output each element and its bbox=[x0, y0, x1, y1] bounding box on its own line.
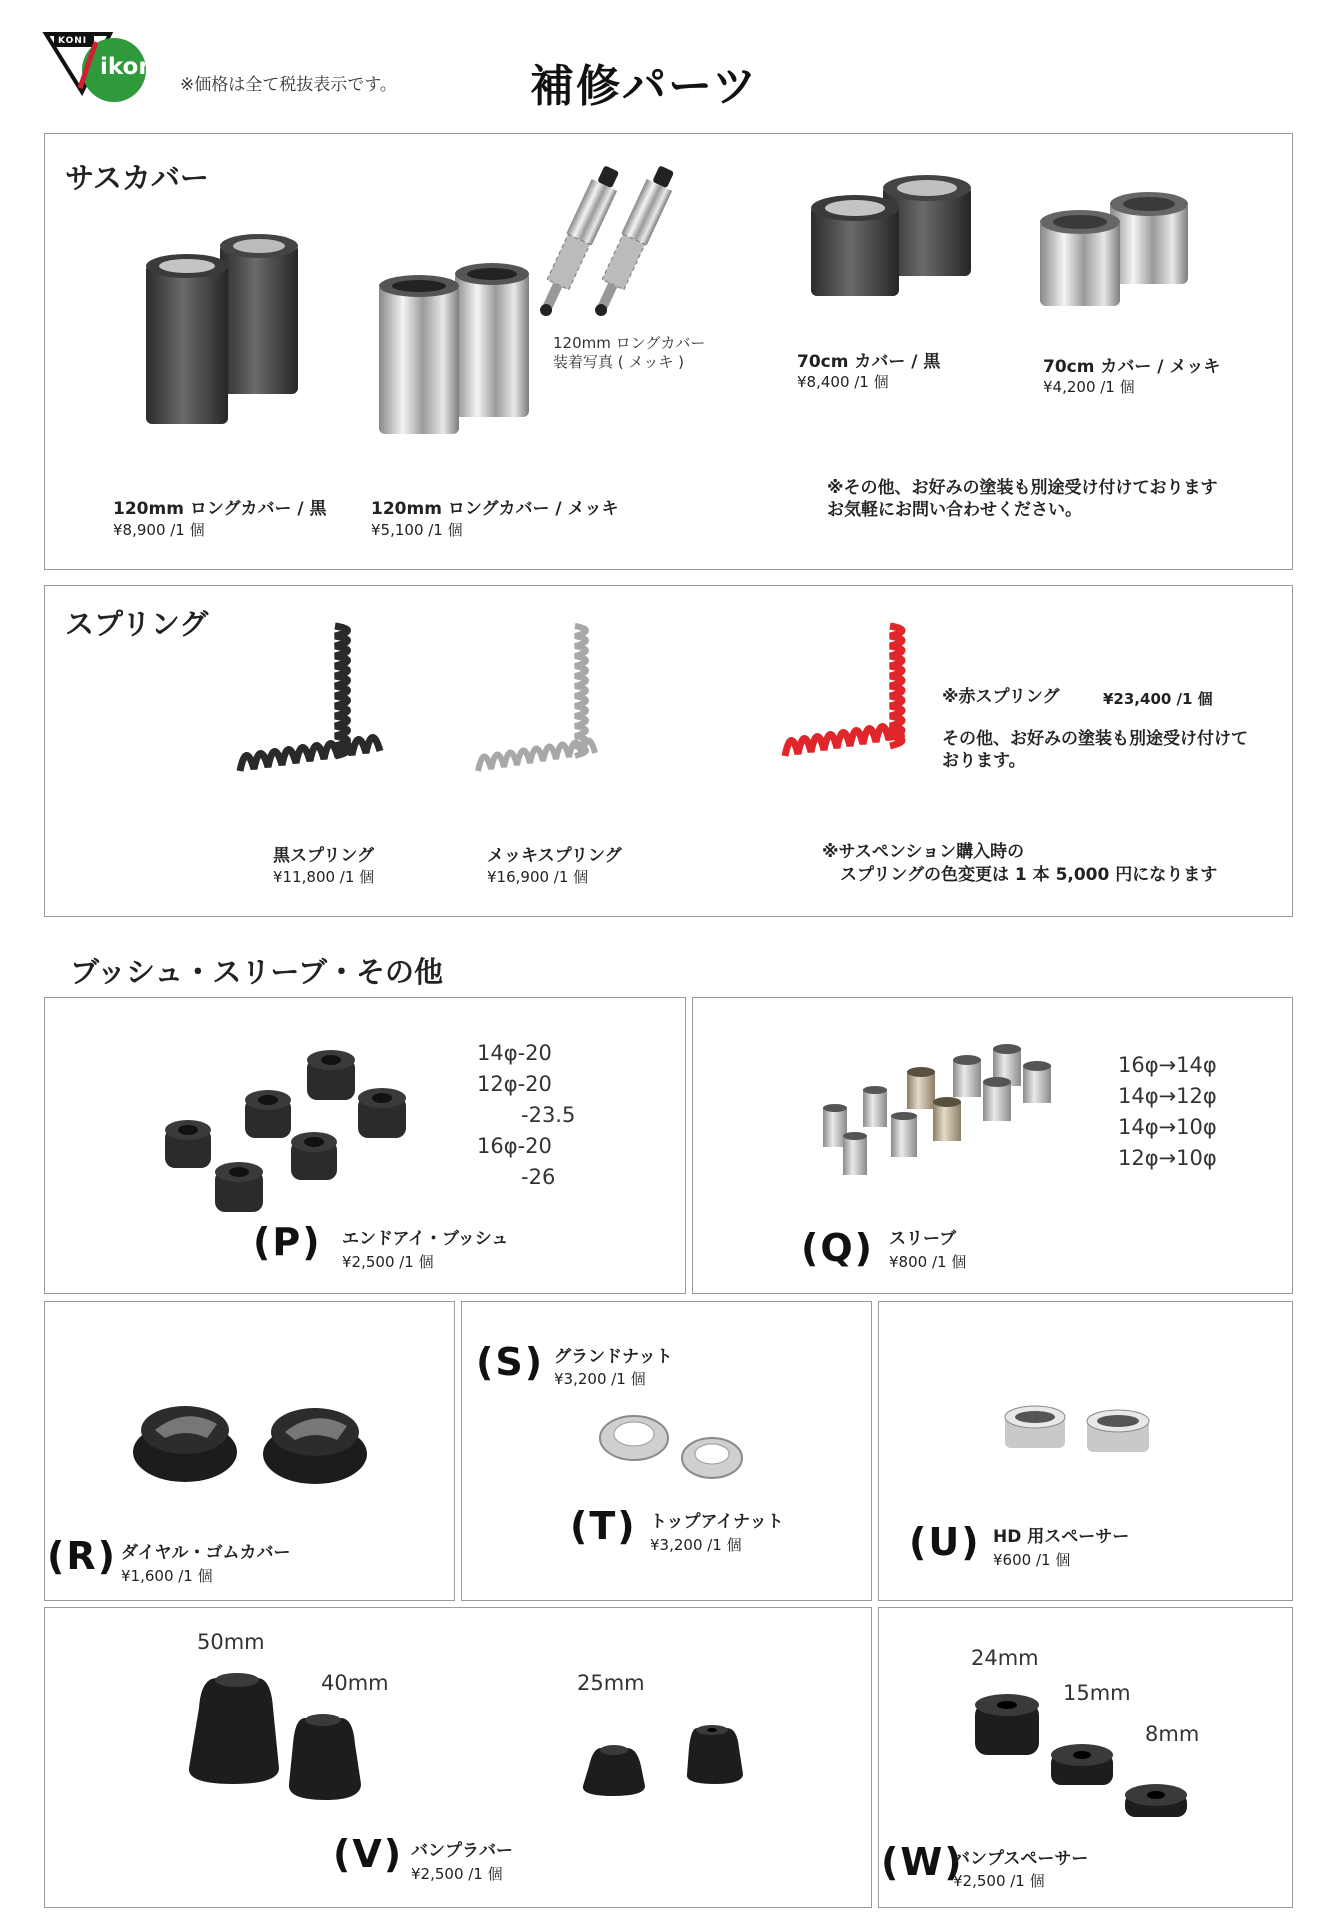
item-price: ¥3,200 /1 個 bbox=[650, 1536, 742, 1554]
item-name: ダイヤル・ゴムカバー bbox=[121, 1543, 291, 1563]
chrome-long-cover-image bbox=[375, 264, 545, 434]
others-title: ブッシュ・スリーブ・その他 bbox=[70, 955, 443, 989]
bump-spacer-W-panel bbox=[878, 1607, 1293, 1908]
item-name: スリーブ bbox=[889, 1229, 957, 1249]
red-note-line1: その他、お好みの塗装も別途受け付けて bbox=[942, 729, 1248, 749]
item-letter: (W) bbox=[881, 1840, 964, 1884]
item-price: ¥2,500 /1 個 bbox=[411, 1865, 503, 1883]
spring-title: スプリング bbox=[65, 607, 209, 641]
page-title: 補修パーツ bbox=[530, 61, 759, 112]
size-label: 50mm bbox=[197, 1630, 265, 1654]
item-letter: (S) bbox=[476, 1340, 545, 1384]
bump-rubber-image bbox=[185, 1668, 765, 1818]
item-name: メッキスプリング bbox=[487, 846, 622, 866]
item-name: エンドアイ・ブッシュ bbox=[342, 1229, 509, 1249]
red-spring-price: ¥23,400 /1 個 bbox=[1103, 690, 1213, 708]
item-letter: (P) bbox=[253, 1220, 322, 1264]
spec-line: 12φ-20 bbox=[477, 1072, 552, 1096]
spec-line: -26 bbox=[521, 1165, 556, 1189]
grand-nut-image bbox=[592, 1402, 762, 1492]
item-letter: (R) bbox=[47, 1534, 117, 1578]
spring-section bbox=[44, 585, 1293, 917]
sus-cover-section bbox=[44, 133, 1293, 570]
item-price: ¥16,900 /1 個 bbox=[487, 868, 589, 886]
black-70-cover-image bbox=[805, 176, 1005, 316]
item-price: ¥2,500 /1 個 bbox=[342, 1253, 434, 1271]
spacer-U-panel bbox=[878, 1301, 1293, 1601]
sleeve-image bbox=[813, 1043, 1053, 1183]
item-name: バンプラバー bbox=[411, 1841, 513, 1861]
spec-line: 16φ→14φ bbox=[1118, 1053, 1217, 1077]
red-spring-name: ※赤スプリング bbox=[942, 687, 1060, 707]
color-change-note-line1: ※サスペンション購入時の bbox=[822, 842, 1025, 862]
item-name: グランドナット bbox=[554, 1347, 673, 1367]
size-label: 40mm bbox=[321, 1671, 389, 1695]
dial-rubber-cover-image bbox=[125, 1392, 385, 1492]
bump-rubber-V-panel bbox=[44, 1607, 872, 1908]
spec-line: 14φ-20 bbox=[477, 1041, 552, 1065]
item-price: ¥2,500 /1 個 bbox=[953, 1872, 1045, 1890]
item-price: ¥600 /1 個 bbox=[993, 1551, 1071, 1569]
color-change-note-line2: スプリングの色変更は 1 本 5,000 円になります bbox=[840, 865, 1218, 885]
paint-note-line1: ※その他、お好みの塗装も別途受け付けております bbox=[827, 478, 1218, 498]
installed-shock-photo bbox=[540, 162, 680, 332]
nut-ST-panel bbox=[461, 1301, 872, 1601]
black-long-cover-image bbox=[140, 234, 330, 434]
chrome-spring-image bbox=[470, 621, 670, 801]
item-name: 120mm ロングカバー / メッキ bbox=[371, 499, 619, 519]
item-letter: (Q) bbox=[801, 1226, 875, 1270]
item-name: HD 用スペーサー bbox=[993, 1527, 1130, 1547]
spec-line: -23.5 bbox=[521, 1103, 576, 1127]
item-price: ¥11,800 /1 個 bbox=[273, 868, 375, 886]
hd-spacer-image bbox=[999, 1402, 1159, 1472]
item-price: ¥8,900 /1 個 bbox=[113, 521, 205, 539]
item-letter: (V) bbox=[333, 1832, 404, 1876]
sleeve-Q-panel bbox=[692, 997, 1293, 1294]
item-price: ¥4,200 /1 個 bbox=[1043, 378, 1135, 396]
item-name: 70cm カバー / メッキ bbox=[1043, 357, 1221, 377]
size-label: 8mm bbox=[1145, 1722, 1200, 1746]
item-name: 70cm カバー / 黒 bbox=[797, 352, 941, 372]
size-label: 15mm bbox=[1063, 1681, 1131, 1705]
black-spring-image bbox=[230, 621, 450, 801]
spec-line: 12φ→10φ bbox=[1118, 1146, 1217, 1170]
item-letter: (U) bbox=[909, 1520, 981, 1564]
item-name: 120mm ロングカバー / 黒 bbox=[113, 499, 327, 519]
item-name: トップアイナット bbox=[650, 1512, 784, 1532]
logo-text: ikon bbox=[100, 54, 155, 80]
tax-note: ※価格は全て税抜表示です。 bbox=[180, 75, 397, 95]
brand-logo bbox=[44, 30, 155, 100]
item-price: ¥8,400 /1 個 bbox=[797, 373, 889, 391]
item-price: ¥1,600 /1 個 bbox=[121, 1567, 213, 1585]
size-label: 24mm bbox=[971, 1646, 1039, 1670]
spec-line: 14φ→10φ bbox=[1118, 1115, 1217, 1139]
red-note-line2: おります。 bbox=[942, 751, 1026, 771]
bump-spacer-image bbox=[969, 1693, 1229, 1833]
item-name: 黒スプリング bbox=[273, 846, 374, 866]
size-label: 25mm bbox=[577, 1671, 645, 1695]
item-price: ¥5,100 /1 個 bbox=[371, 521, 463, 539]
sus-cover-title: サスカバー bbox=[65, 161, 209, 195]
paint-note-line2: お気軽にお問い合わせください。 bbox=[827, 500, 1082, 520]
photo-caption: 120mm ロングカバー 装着写真 ( メッキ ) bbox=[553, 334, 706, 371]
spec-line: 14φ→12φ bbox=[1118, 1084, 1217, 1108]
spec-line: 16φ-20 bbox=[477, 1134, 552, 1158]
dial-cover-R-panel bbox=[44, 1301, 455, 1601]
logo-brand-text: KONI bbox=[58, 36, 88, 46]
bush-P-panel bbox=[44, 997, 686, 1294]
item-name: バンプスペーサー bbox=[953, 1849, 1089, 1869]
item-letter: (T) bbox=[570, 1504, 637, 1548]
item-price: ¥800 /1 個 bbox=[889, 1253, 967, 1271]
item-price: ¥3,200 /1 個 bbox=[554, 1370, 646, 1388]
end-eye-bush-image bbox=[115, 1048, 415, 1228]
chrome-70-cover-image bbox=[1030, 194, 1210, 324]
